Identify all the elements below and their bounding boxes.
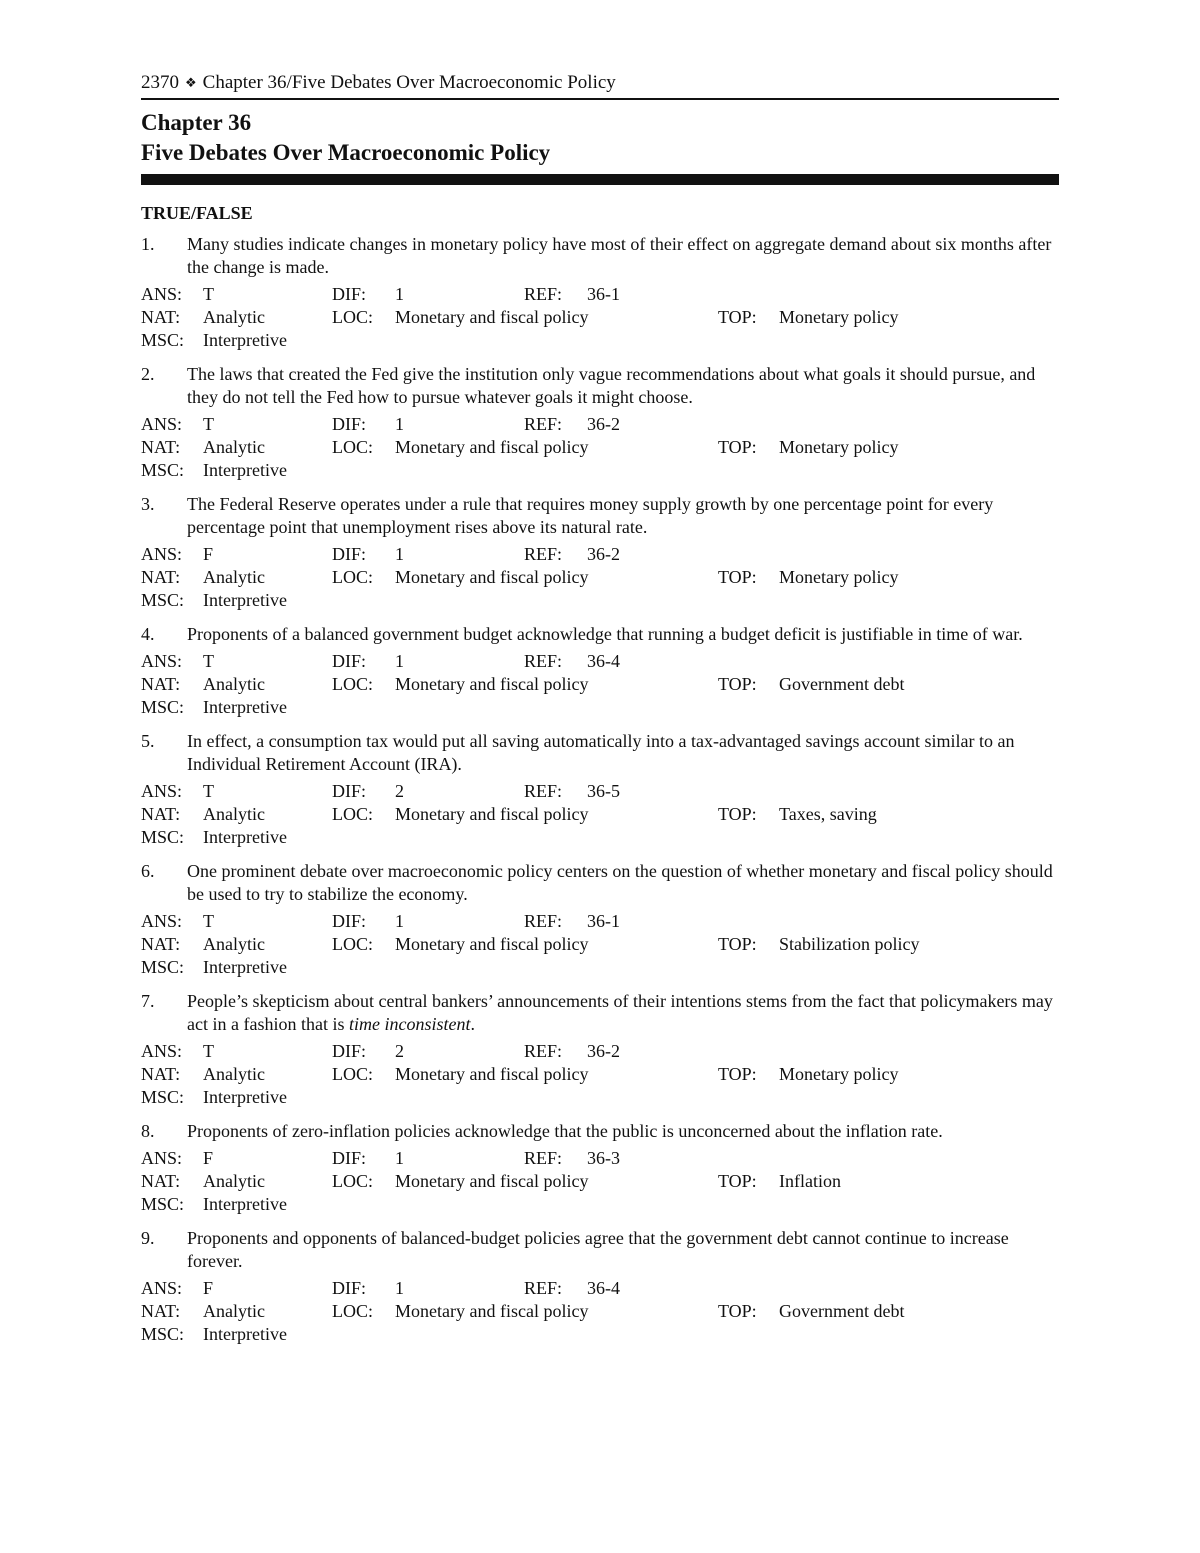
msc-label: MSC: [141,957,185,977]
top-value: Monetary policy [779,307,899,327]
ref-value: 36-5 [587,781,620,801]
meta-row-misc [141,696,1059,719]
ref-value: 36-4 [587,1278,620,1298]
question-text: Many studies indicate changes in monetary policy have most of their effect on aggregate demand about six months after the change is made. [187,234,1052,277]
nat-value: Analytic [203,804,265,824]
nat-label: NAT: [141,1064,181,1084]
nat-label: NAT: [141,1301,181,1321]
answer-metadata [141,543,1059,612]
top-value: Government debt [779,1301,905,1321]
question-text: Proponents and opponents of balanced-budget policies agree that the government debt cannot continue to increase forever. [187,1228,1009,1271]
nat-label: NAT: [141,804,181,824]
meta-row-misc [141,589,1059,612]
question-number: 1. [141,234,155,254]
question-item [141,860,1059,979]
ans-label: ANS: [141,781,183,801]
answer-metadata [141,283,1059,352]
question-body [187,860,1059,906]
answer-metadata [141,1040,1059,1109]
question-item [141,730,1059,849]
section-heading: TRUE/FALSE [141,203,253,223]
ans-value: F [203,1148,214,1168]
ans-value: T [203,781,214,801]
dif-value: 1 [395,544,404,564]
ref-label: REF: [524,414,563,434]
top-value: Inflation [779,1171,841,1191]
nat-label: NAT: [141,437,181,457]
dif-value: 1 [395,651,404,671]
loc-value: Monetary and fiscal policy [395,437,589,457]
nat-value: Analytic [203,437,265,457]
ref-value: 36-4 [587,651,620,671]
top-label: TOP: [718,1064,757,1084]
meta-row-classification [141,933,1059,956]
loc-value: Monetary and fiscal policy [395,307,589,327]
meta-row-classification [141,1300,1059,1323]
ref-label: REF: [524,781,563,801]
nat-value: Analytic [203,1301,265,1321]
loc-label: LOC: [332,804,374,824]
ref-value: 36-3 [587,1148,620,1168]
top-label: TOP: [718,804,757,824]
answer-metadata [141,413,1059,482]
msc-label: MSC: [141,460,185,480]
ans-label: ANS: [141,651,183,671]
ref-label: REF: [524,1148,563,1168]
msc-label: MSC: [141,827,185,847]
msc-label: MSC: [141,330,185,350]
dif-value: 1 [395,414,404,434]
ans-value: F [203,544,214,564]
nat-label: NAT: [141,674,181,694]
dif-label: DIF: [332,1041,367,1061]
meta-row-misc [141,1193,1059,1216]
meta-row-misc [141,956,1059,979]
msc-label: MSC: [141,697,185,717]
dif-label: DIF: [332,544,367,564]
msc-label: MSC: [141,1324,185,1344]
ref-label: REF: [524,1278,563,1298]
msc-label: MSC: [141,1194,185,1214]
meta-row-answer [141,650,1059,673]
loc-value: Monetary and fiscal policy [395,1064,589,1084]
question-item [141,623,1059,719]
ans-label: ANS: [141,911,183,931]
meta-row-answer [141,283,1059,306]
question-text-end: . [470,1014,475,1034]
dif-label: DIF: [332,284,367,304]
question-body [187,233,1059,279]
ans-label: ANS: [141,414,183,434]
dif-value: 1 [395,284,404,304]
question-number: 4. [141,624,155,644]
nat-value: Analytic [203,1171,265,1191]
nat-value: Analytic [203,934,265,954]
loc-value: Monetary and fiscal policy [395,934,589,954]
question-number: 9. [141,1228,155,1248]
ref-value: 36-2 [587,1041,620,1061]
meta-row-misc [141,1086,1059,1109]
question-body [187,1120,1059,1143]
meta-row-classification [141,1063,1059,1086]
ans-value: F [203,1278,214,1298]
msc-value: Interpretive [203,957,287,977]
ans-value: T [203,911,214,931]
top-value: Government debt [779,674,905,694]
ans-value: T [203,284,214,304]
page-number: 2370 [141,72,179,93]
document-page [141,70,1059,1357]
ref-value: 36-2 [587,544,620,564]
question-body [187,1227,1059,1273]
meta-row-classification [141,436,1059,459]
ans-label: ANS: [141,1041,183,1061]
nat-label: NAT: [141,567,181,587]
ans-value: T [203,1041,214,1061]
question-item [141,1227,1059,1346]
question-text: Proponents of a balanced government budget acknowledge that running a budget deficit is justifiable in time of war. [187,624,1023,644]
question-body [187,730,1059,776]
dif-label: DIF: [332,1278,367,1298]
question-text: People’s skepticism about central bankers’ announcements of their intentions stems from the fact that policymakers may act in a fashion that is [187,991,1053,1034]
ref-label: REF: [524,544,563,564]
answer-metadata [141,910,1059,979]
question-text: The Federal Reserve operates under a rule that requires money supply growth by one percentage point for every percentage point that unemployment rises above its natural rate. [187,494,994,537]
top-label: TOP: [718,307,757,327]
question-body [187,623,1059,646]
msc-label: MSC: [141,1087,185,1107]
meta-row-classification [141,673,1059,696]
question-number: 5. [141,731,155,751]
ans-value: T [203,414,214,434]
msc-label: MSC: [141,590,185,610]
msc-value: Interpretive [203,330,287,350]
msc-value: Interpretive [203,1194,287,1214]
top-label: TOP: [718,934,757,954]
loc-label: LOC: [332,934,374,954]
question-number: 2. [141,364,155,384]
meta-row-answer [141,1040,1059,1063]
nat-value: Analytic [203,567,265,587]
meta-row-classification [141,803,1059,826]
dif-value: 1 [395,1148,404,1168]
dif-label: DIF: [332,1148,367,1168]
top-value: Monetary policy [779,437,899,457]
meta-row-answer [141,1277,1059,1300]
dif-label: DIF: [332,911,367,931]
running-title: Chapter 36/Five Debates Over Macroeconomic Policy [202,72,616,93]
answer-metadata [141,650,1059,719]
question-body [187,363,1059,409]
loc-value: Monetary and fiscal policy [395,1301,589,1321]
top-label: TOP: [718,674,757,694]
question-list [141,233,1059,1346]
chapter-title: Five Debates Over Macroeconomic Policy [141,140,551,165]
diamond-bullet-icon: ❖ [185,75,197,90]
chapter-heading [141,108,1059,168]
meta-row-answer [141,1147,1059,1170]
loc-value: Monetary and fiscal policy [395,674,589,694]
loc-label: LOC: [332,1064,374,1084]
dif-value: 1 [395,1278,404,1298]
meta-row-misc [141,826,1059,849]
meta-row-answer [141,413,1059,436]
ref-label: REF: [524,1041,563,1061]
question-number: 8. [141,1121,155,1141]
ans-label: ANS: [141,1278,183,1298]
nat-value: Analytic [203,307,265,327]
meta-row-answer [141,910,1059,933]
ans-label: ANS: [141,284,183,304]
question-item [141,493,1059,612]
ref-label: REF: [524,284,563,304]
top-value: Stabilization policy [779,934,920,954]
loc-label: LOC: [332,307,374,327]
ans-value: T [203,651,214,671]
loc-label: LOC: [332,1171,374,1191]
meta-row-misc [141,1323,1059,1346]
question-body [187,493,1059,539]
ref-value: 36-2 [587,414,620,434]
chapter-label: Chapter 36 [141,110,252,135]
nat-value: Analytic [203,674,265,694]
top-label: TOP: [718,1171,757,1191]
dif-value: 2 [395,1041,404,1061]
ans-label: ANS: [141,1148,183,1168]
meta-row-classification [141,306,1059,329]
ref-value: 36-1 [587,911,620,931]
msc-value: Interpretive [203,697,287,717]
ref-value: 36-1 [587,284,620,304]
meta-row-classification [141,566,1059,589]
answer-metadata [141,780,1059,849]
ref-label: REF: [524,651,563,671]
meta-row-classification [141,1170,1059,1193]
ans-label: ANS: [141,544,183,564]
dif-label: DIF: [332,781,367,801]
top-value: Monetary policy [779,1064,899,1084]
question-text: The laws that created the Fed give the institution only vague recommendations about what goals it should pursue, and they do not tell the Fed how to pursue whatever goals it might choose. [187,364,1036,407]
meta-row-misc [141,329,1059,352]
nat-value: Analytic [203,1064,265,1084]
msc-value: Interpretive [203,460,287,480]
question-item [141,363,1059,482]
top-label: TOP: [718,1301,757,1321]
dif-value: 1 [395,911,404,931]
msc-value: Interpretive [203,590,287,610]
loc-value: Monetary and fiscal policy [395,567,589,587]
question-text: In effect, a consumption tax would put all saving automatically into a tax-advantaged savings account similar to an Individual Retirement Account (IRA). [187,731,1015,774]
question-number: 3. [141,494,155,514]
msc-value: Interpretive [203,1087,287,1107]
answer-metadata [141,1147,1059,1216]
nat-label: NAT: [141,1171,181,1191]
question-number: 7. [141,991,155,1011]
question-text: One prominent debate over macroeconomic policy centers on the question of whether monetary and fiscal policy should be used to try to stabilize the economy. [187,861,1053,904]
question-text-italic: time inconsistent [348,1014,471,1034]
question-item [141,990,1059,1109]
msc-value: Interpretive [203,1324,287,1344]
meta-row-misc [141,459,1059,482]
question-item [141,1120,1059,1216]
loc-label: LOC: [332,674,374,694]
top-label: TOP: [718,437,757,457]
meta-row-answer [141,543,1059,566]
dif-label: DIF: [332,414,367,434]
dif-value: 2 [395,781,404,801]
loc-label: LOC: [332,1301,374,1321]
dif-label: DIF: [332,651,367,671]
loc-label: LOC: [332,437,374,457]
question-text: Proponents of zero-inflation policies acknowledge that the public is unconcerned about the inflation rate. [187,1121,943,1141]
msc-value: Interpretive [203,827,287,847]
question-item [141,233,1059,352]
loc-label: LOC: [332,567,374,587]
top-value: Monetary policy [779,567,899,587]
top-label: TOP: [718,567,757,587]
nat-label: NAT: [141,934,181,954]
loc-value: Monetary and fiscal policy [395,1171,589,1191]
nat-label: NAT: [141,307,181,327]
question-body [187,990,1059,1036]
chapter-rule [141,174,1059,185]
ref-label: REF: [524,911,563,931]
loc-value: Monetary and fiscal policy [395,804,589,824]
running-header [141,70,1059,96]
answer-metadata [141,1277,1059,1346]
question-number: 6. [141,861,155,881]
top-value: Taxes, saving [779,804,877,824]
meta-row-answer [141,780,1059,803]
header-rule [141,98,1059,100]
